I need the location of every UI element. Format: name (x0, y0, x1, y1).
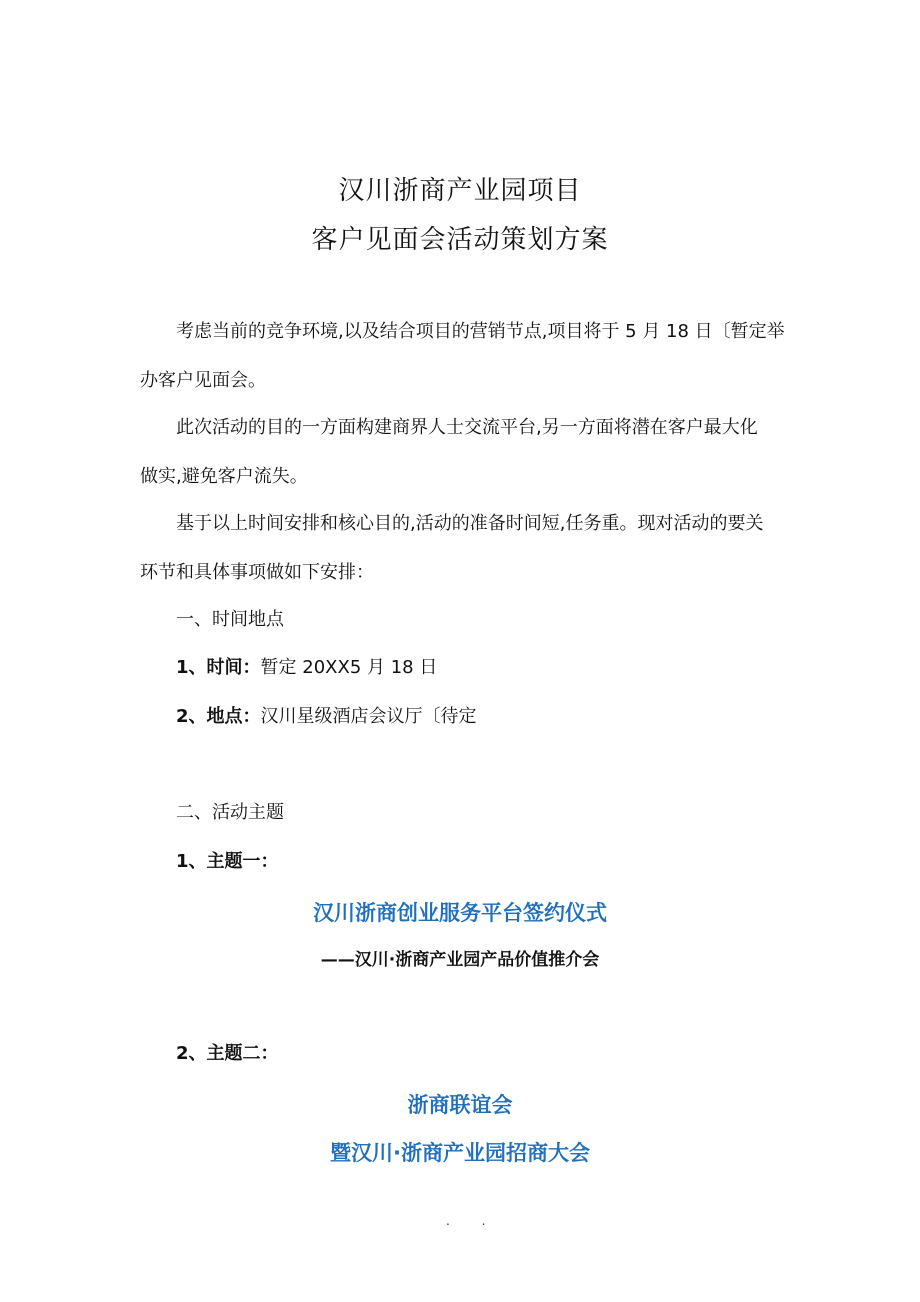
page-title-line2: 客户见面会活动策划方案 (311, 225, 609, 255)
intro-paragraph-1-line-1: 考虑当前的竞争环境,以及结合项目的营销节点,项目将于 5 月 18 日〔暂定举 (176, 321, 785, 342)
intro-paragraph-2-line-2: 做实,避免客户流失。 (140, 466, 308, 487)
section-heading-theme: 二、活动主题 (176, 802, 284, 823)
intro-paragraph-2-line-1: 此次活动的目的一方面构建商界人士交流平台,另一方面将潜在客户最大化 (176, 417, 758, 438)
place-label: 2、地点： (176, 706, 261, 727)
time-label: 1、时间： (176, 657, 261, 678)
time-row (176, 656, 437, 680)
page-title-line1: 汉川浙商产业园项目 (338, 176, 582, 206)
theme1-subtitle: ——汉川·浙商产业园产品价值推介会 (320, 950, 600, 970)
theme2-title: 浙商联谊会 (407, 1093, 513, 1117)
theme2-label: 2、主题二： (176, 1043, 279, 1064)
intro-paragraph-3-line-1: 基于以上时间安排和核心目的,活动的准备时间短,任务重。现对活动的要关 (176, 513, 764, 534)
place-row (176, 705, 477, 729)
footer-dots: . . (446, 1214, 500, 1228)
intro-paragraph-3-line-2: 环节和具体事项做如下安排： (140, 562, 374, 583)
place-value: 汉川星级酒店会议厅〔待定 (260, 706, 477, 727)
theme2-subtitle: 暨汉川·浙商产业园招商大会 (330, 1141, 590, 1165)
time-value: 暂定 20XX5 月 18 日 (260, 657, 438, 678)
theme1-title: 汉川浙商创业服务平台签约仪式 (313, 901, 607, 925)
theme1-label: 1、主题一： (176, 851, 279, 872)
section-heading-time-place: 一、时间地点 (176, 609, 284, 630)
intro-paragraph-1-line-2: 办客户见面会。 (140, 370, 266, 391)
